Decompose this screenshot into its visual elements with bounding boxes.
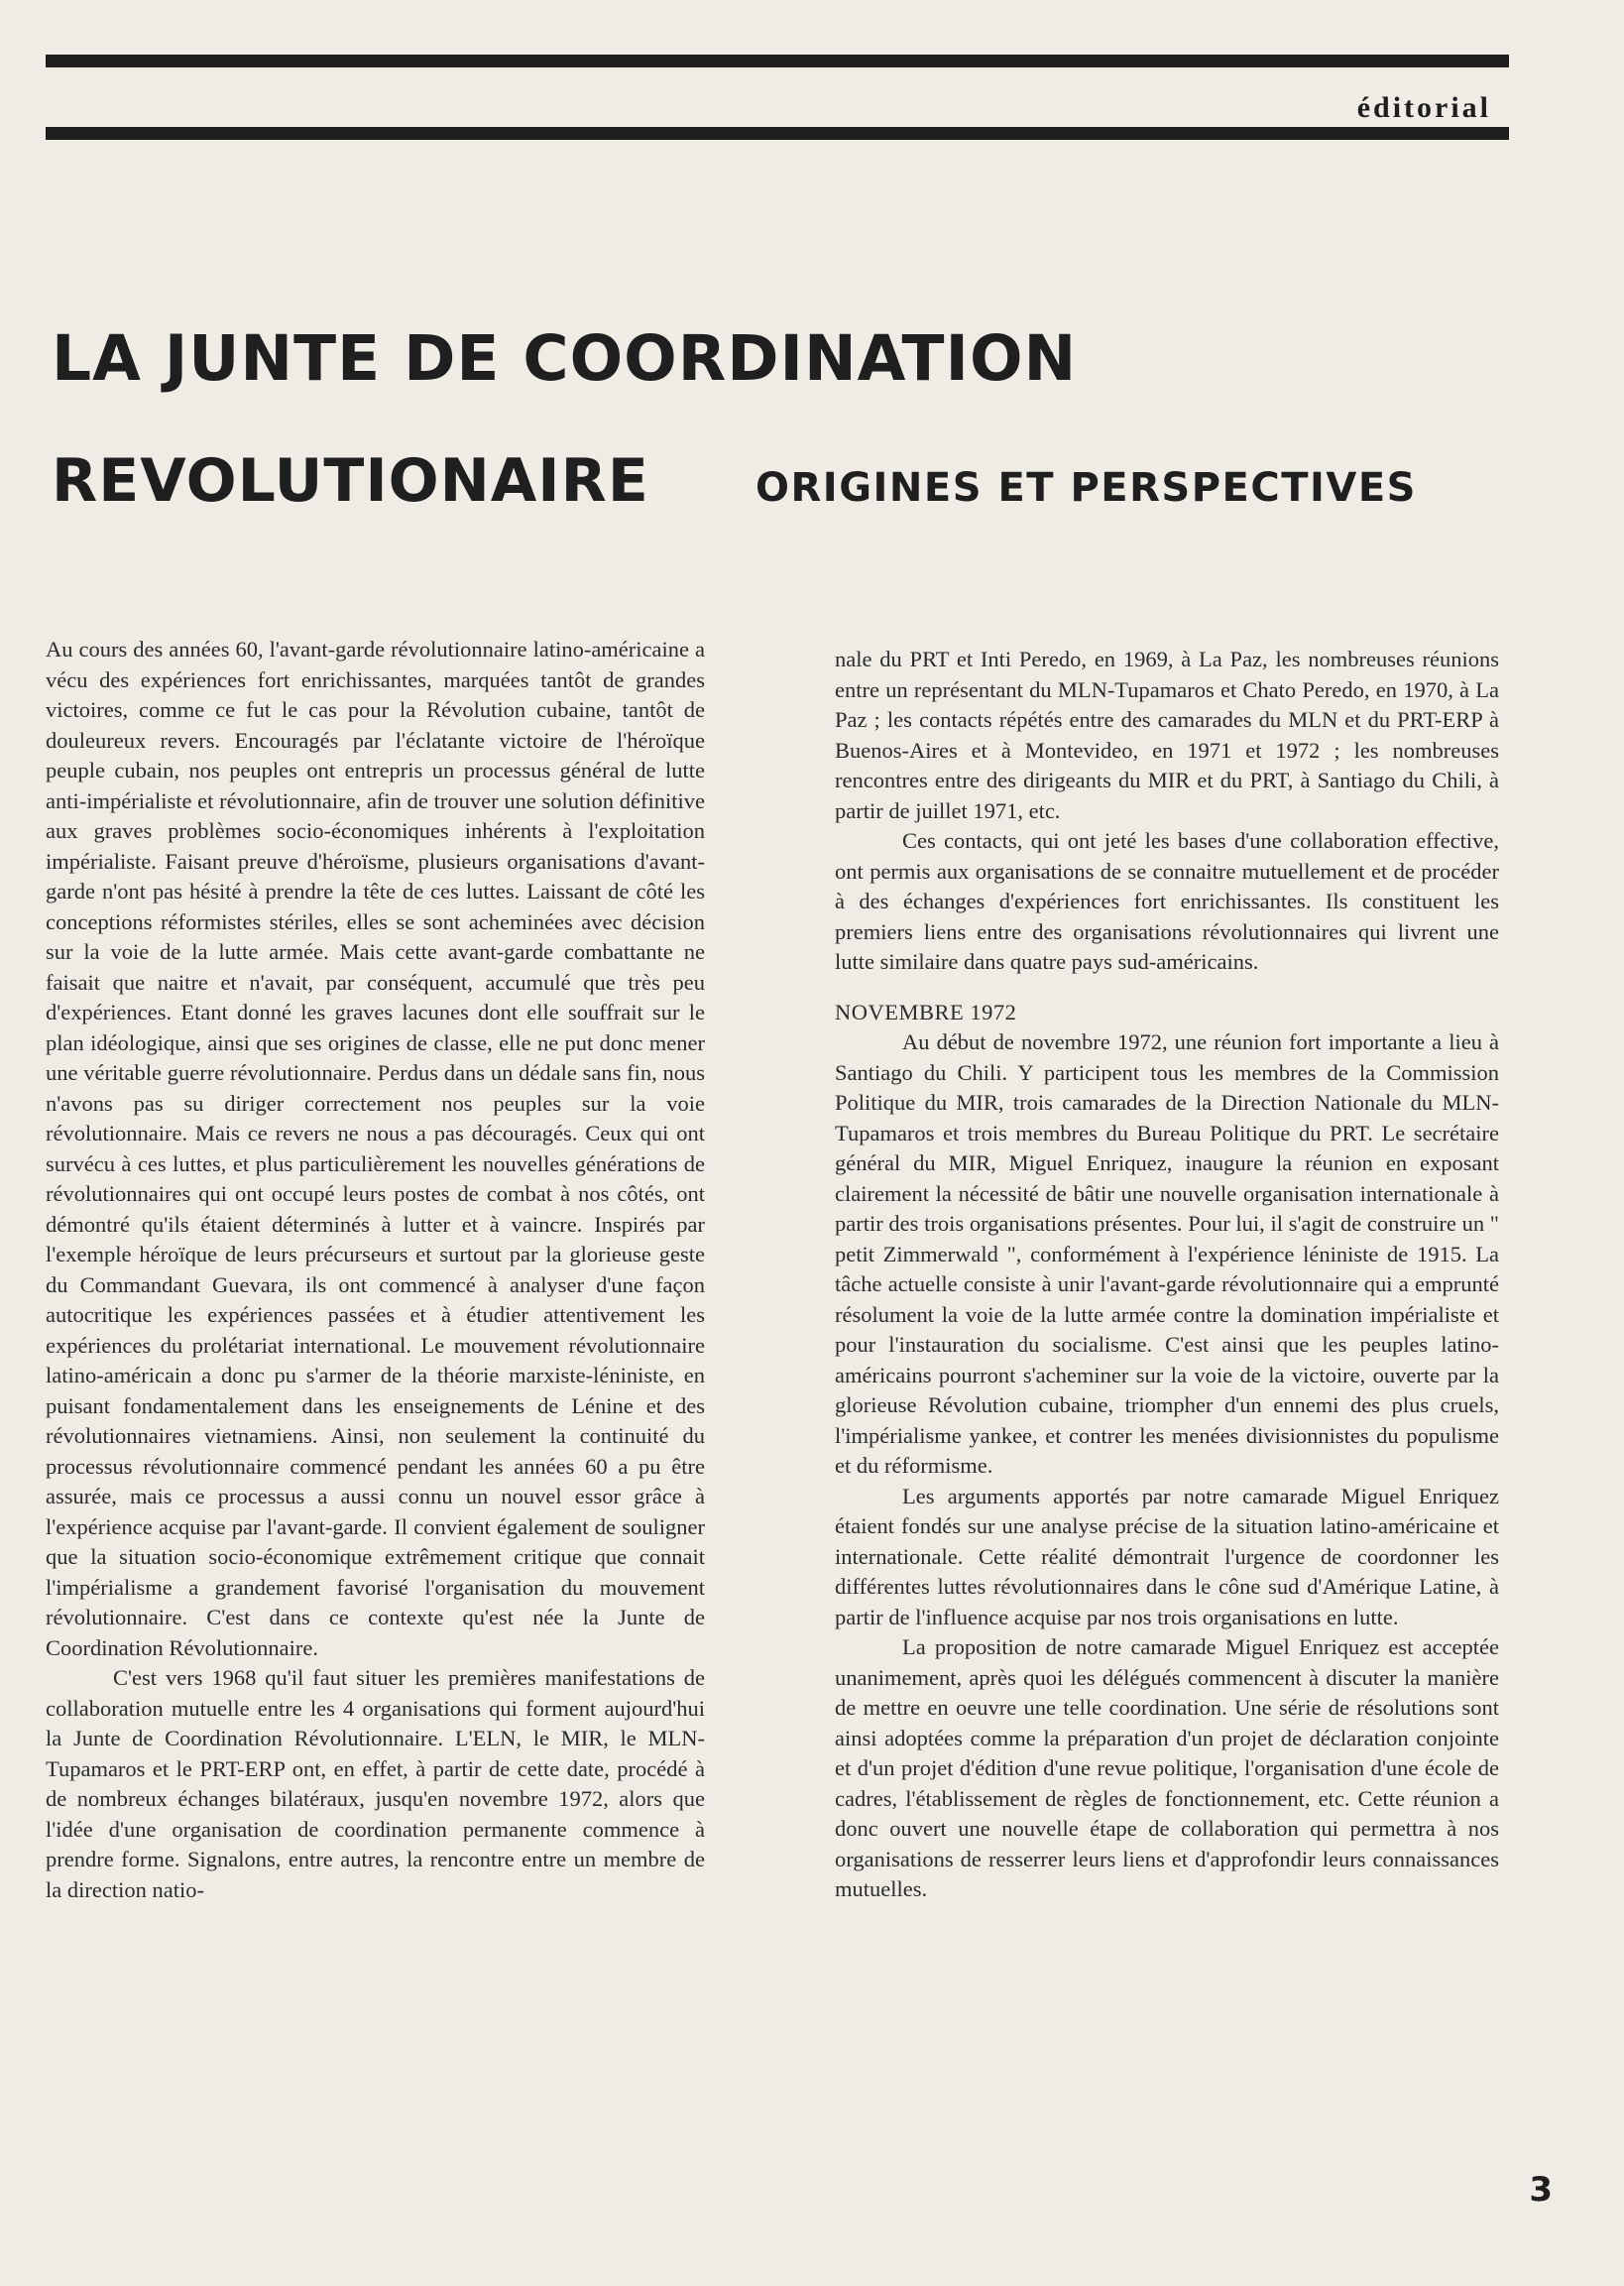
paragraph: Au début de novembre 1972, une réunion fort importante a lieu à Santiago du Chili. Y participent tous les membres de la Commission Politique du MIR, trois camarades de la Direction Nationale du MLN-Tupamaros et trois membres du Bureau Politique du PRT. Le secrétaire général du MIR, Miguel Enriquez, inaugure la réunion en exposant clairement la nécessité de bâtir une nouvelle organisation internationale à partir des trois organisations présentes. Pour lui, il s'agit de construire un " petit Zimmerwald ", conformément à l'expérience léniniste de 1915. La tâche actuelle consiste à unir l'avant-garde révolutionnaire qui a emprunté résolument la voie de la lutte armée contre la domination impérialiste et pour l'instauration du socialisme. C'est ainsi que les peuples latino-américains pourront s'acheminer sur la voie de la victoire, ouverte par la glorieuse Révolution cubaine, triompher d'un ennemi des plus cruels, l'impérialisme yankee, et contrer les menées divisionnistes du populisme et du réformisme. [835, 1029, 1499, 1478]
article-subtitle: ORIGINES ET PERSPECTIVES [755, 465, 1417, 511]
section-label: éditorial [1356, 91, 1491, 124]
paragraph: Les arguments apportés par notre camarade Miguel Enriquez étaient fondés sur une analyse précise de la situation latino-américaine et internationale. Cette réalité démontrait l'urgence de coordonner les différentes luttes révolutionnaires dans le cône sud d'Amérique Latine, à partir de l'influence acquise par nos trois organisations en lutte. [835, 1483, 1499, 1629]
paragraph: C'est vers 1968 qu'il faut situer les premières manifestations de collaboration mutuelle entre les 4 organisations qui forment aujourd'hui la Junte de Coordination Révolutionnaire. L'ELN, le MIR, le MLN-Tupamaros et le PRT-ERP ont, en effet, à partir de cette date, procédé à de nombreux échanges bilatéraux, jusqu'en novembre 1972, alors que l'idée d'une organisation de coordination permanente commence à prendre forme. Signalons, entre autres, la rencontre entre un membre de la direction natio- [46, 1665, 705, 1902]
header-rule-bottom [46, 127, 1509, 140]
article-title-line-2: REVOLUTIONAIRE [52, 446, 649, 516]
left-column [46, 635, 705, 1905]
right-column [835, 645, 1499, 1905]
paragraph: nale du PRT et Inti Peredo, en 1969, à La Paz, les nombreuses réunions entre un représentant du MLN-Tupamaros et Chato Peredo, en 1970, à La Paz ; les contacts répétés entre des camarades du MLN et du PRT-ERP à Buenos-Aires et à Montevideo, en 1971 et 1972 ; les nombreuses rencontres entre des dirigeants du MIR et du PRT, à Santiago du Chili, à partir de juillet 1971, etc. [835, 647, 1499, 823]
header-rule-top [46, 55, 1509, 67]
page-number: 3 [1529, 2170, 1553, 2210]
paragraph: Ces contacts, qui ont jeté les bases d'une collaboration effective, ont permis aux organisations de se connaitre mutuellement et de procéder à des échanges d'expériences fort enrichissantes. Ils constituent les premiers liens entre des organisations révolutionnaires qui livrent une lutte similaire dans quatre pays sud-américains. [835, 828, 1499, 974]
section-heading: NOVEMBRE 1972 [835, 999, 1017, 1024]
paragraph: Au cours des années 60, l'avant-garde révolutionnaire latino-américaine a vécu des expériences fort enrichissantes, marquées tantôt de grandes victoires, comme ce fut le cas pour la Révolution cubaine, tantôt de douleureux revers. Encouragés par l'éclatante victoire de l'héroïque peuple cubain, nos peuples ont entrepris un processus général de lutte anti-impérialiste et révolutionnaire, afin de trouver une solution définitive aux graves problèmes socio-économiques inhérents à l'exploitation impérialiste. Faisant preuve d'héroïsme, plusieurs organisations d'avant-garde n'ont pas hésité à prendre la tête de ces luttes. Laissant de côté les conceptions réformistes stériles, elles se sont acheminées avec décision sur la voie de la lutte armée. Mais cette avant-garde combattante ne faisait que naitre et n'avait, par conséquent, accumulé que très peu d'expériences. Etant donné les graves lacunes dont elle souffrait sur le plan idéologique, ainsi que ses origines de classe, elle ne put donc mener une véritable guerre révolutionnaire. Perdus dans un dédale sans fin, nous n'avons pas su diriger correctement nos peuples sur la voie révolutionnaire. Mais ce revers ne nous a pas découragés. Ceux qui ont survécu à ces luttes, et plus particulièrement les nouvelles générations de révolutionnaires qui ont occupé leurs postes de combat à nos côtés, ont démontré qu'ils étaient déterminés à lutter et à vaincre. Inspirés par l'exemple héroïque de leurs précurseurs et surtout par la glorieuse geste du Commandant Guevara, ils ont commencé à analyser d'une façon autocritique les expériences passées et à étudier attentivement les expériences du prolétariat international. Le mouvement révolutionnaire latino-américain a donc pu s'armer de la théorie marxiste-léniniste, en puisant fondamentalement dans les enseignements de Lénine et des révolutionnaires vietnamiens. Ainsi, non seulement la continuité du processus révolutionnaire commencé pendant les années 60 a pu être assurée, mais ce processus a aussi connu un nouvel essor grâce à l'expérience acquise par l'avant-garde. Il convient également de souligner que la situation socio-économique extrêmement critique que connait l'impérialisme a grandement favorisé l'organisation du mouvement révolutionnaire. C'est dans ce contexte qu'est née la Junte de Coordination Révolutionnaire. [46, 637, 705, 1660]
article-title-line-1: LA JUNTE DE COORDINATION [52, 322, 1078, 395]
paragraph: La proposition de notre camarade Miguel Enriquez est acceptée unanimement, après quoi les délégués commencent à discuter la manière de mettre en oeuvre une telle coordination. Une série de résolutions sont ainsi adoptées comme la préparation d'un projet de déclaration conjointe et d'un projet d'édition d'une revue politique, l'organisation d'une école de cadres, l'établissement de règles de fonctionnement, etc. Cette réunion a donc ouvert une nouvelle étape de collaboration qui permettra à nos organisations de resserrer leurs liens et d'approfondir leurs connaissances mutuelles. [835, 1634, 1499, 1901]
